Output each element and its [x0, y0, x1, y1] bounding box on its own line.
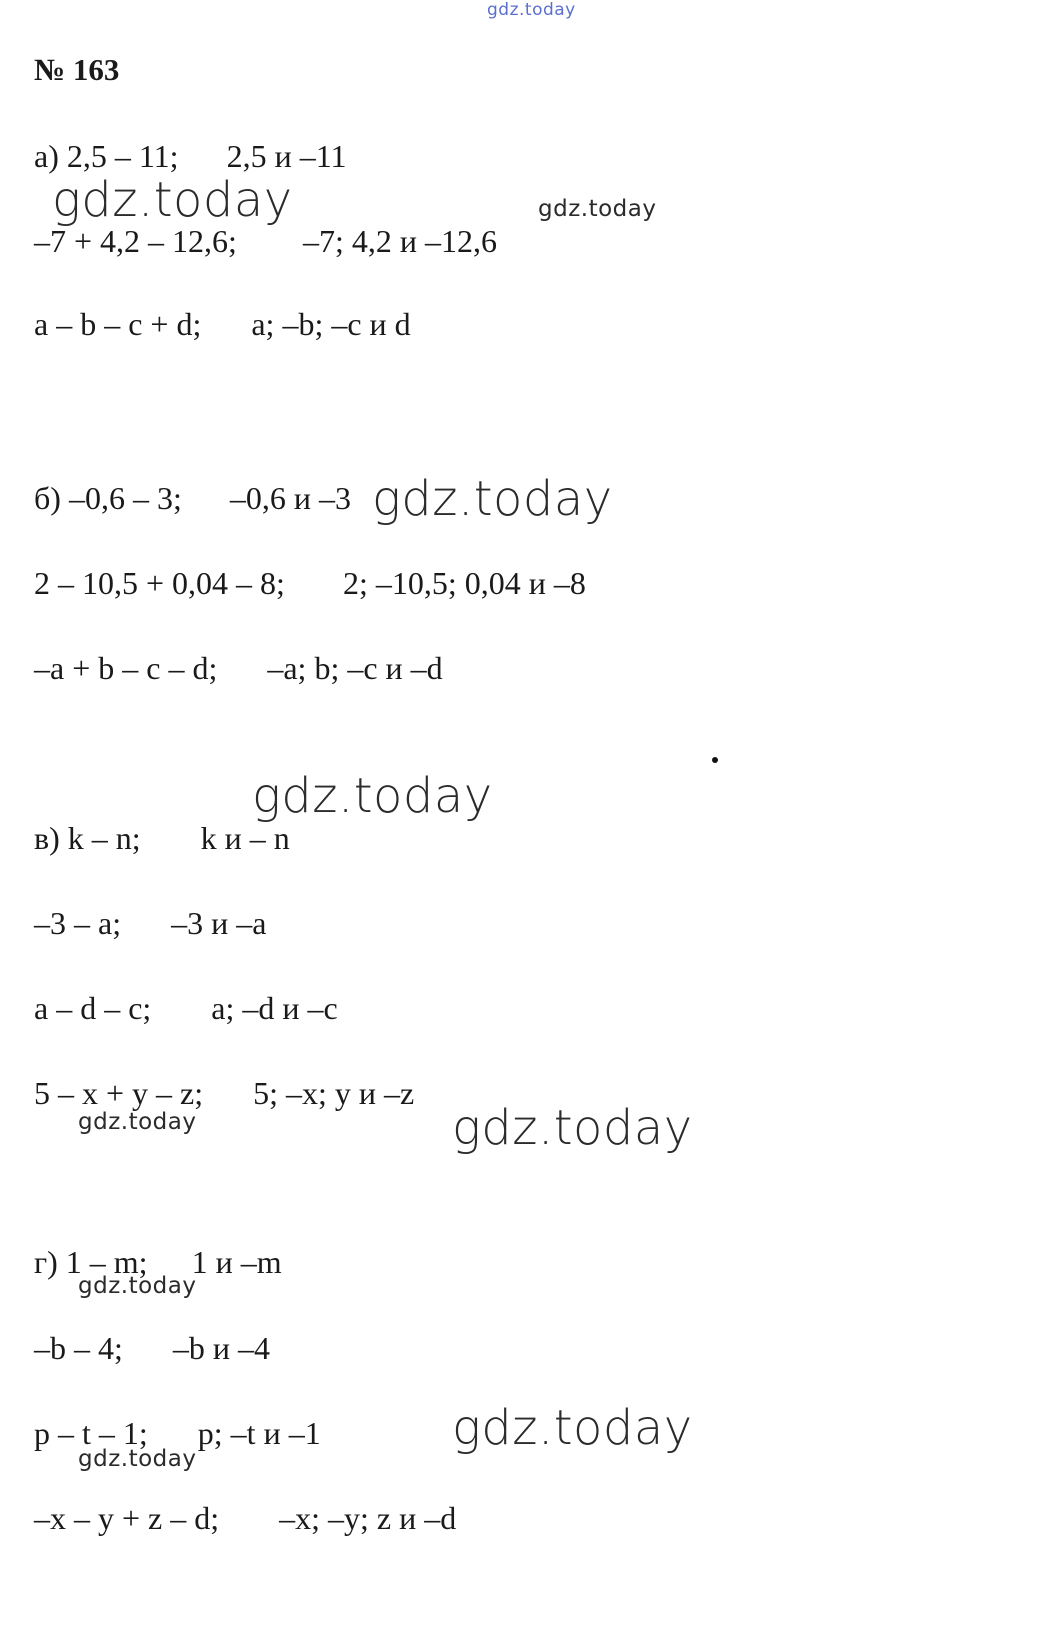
terms: k и – n: [200, 820, 290, 856]
expression: a – b – c + d;: [34, 306, 202, 342]
terms: –b и –4: [172, 1330, 271, 1366]
expression: –7 + 4,2 – 12,6;: [34, 223, 237, 259]
terms: 5; –x; y и –z: [253, 1075, 415, 1111]
expression: б) –0,6 – 3;: [34, 480, 182, 516]
line-b3: [34, 650, 443, 687]
expression: 5 – x + y – z;: [34, 1075, 204, 1111]
expression: г) 1 – m;: [34, 1244, 148, 1280]
terms: 2; –10,5; 0,04 и –8: [342, 565, 586, 601]
line-b2: [34, 565, 586, 602]
terms: –3 и –a: [171, 905, 267, 941]
watermark: gdz.today: [78, 1109, 197, 1135]
terms: 2,5 и –11: [226, 138, 347, 174]
terms: a; –d и –c: [211, 990, 338, 1026]
expression: a – d – c;: [34, 990, 152, 1026]
terms: –7; 4,2 и –12,6: [302, 223, 497, 259]
watermark: gdz.today: [78, 1446, 197, 1472]
watermark: gdz.today: [452, 1400, 693, 1456]
stray-dot: [712, 757, 718, 763]
line-v4: [34, 1075, 414, 1112]
expression: –3 – a;: [34, 905, 122, 941]
watermark: gdz.today: [52, 172, 293, 228]
line-g4: [34, 1500, 456, 1537]
terms: –x; –y; z и –d: [279, 1500, 457, 1536]
line-v1: [34, 820, 290, 857]
terms: –0,6 и –3: [229, 480, 351, 516]
line-a1: [34, 138, 347, 175]
expression: p – t – 1;: [34, 1415, 148, 1451]
terms: –a; b; –c и –d: [267, 650, 443, 686]
expression: –a + b – c – d;: [34, 650, 218, 686]
terms: 1 и –m: [191, 1244, 282, 1280]
line-a2: [34, 223, 497, 260]
terms: a; –b; –c и d: [251, 306, 411, 342]
line-v2: [34, 905, 266, 942]
watermark: gdz.today: [78, 1273, 197, 1299]
expression: 2 – 10,5 + 0,04 – 8;: [34, 565, 285, 601]
line-v3: [34, 990, 338, 1027]
watermark: gdz.today: [372, 471, 613, 527]
top-watermark: gdz.today: [487, 0, 576, 20]
expression: –x – y + z – d;: [34, 1500, 220, 1536]
problem-number: № 163: [34, 52, 120, 87]
terms: p; –t и –1: [197, 1415, 321, 1451]
expression: а) 2,5 – 11;: [34, 138, 179, 174]
line-a3: [34, 306, 411, 343]
watermark: gdz.today: [452, 1100, 693, 1156]
expression: в) k – n;: [34, 820, 141, 856]
expression: –b – 4;: [34, 1330, 123, 1366]
watermark: gdz.today: [252, 768, 493, 824]
line-g2: [34, 1330, 270, 1367]
line-b1: [34, 480, 351, 517]
watermark: gdz.today: [538, 196, 657, 222]
